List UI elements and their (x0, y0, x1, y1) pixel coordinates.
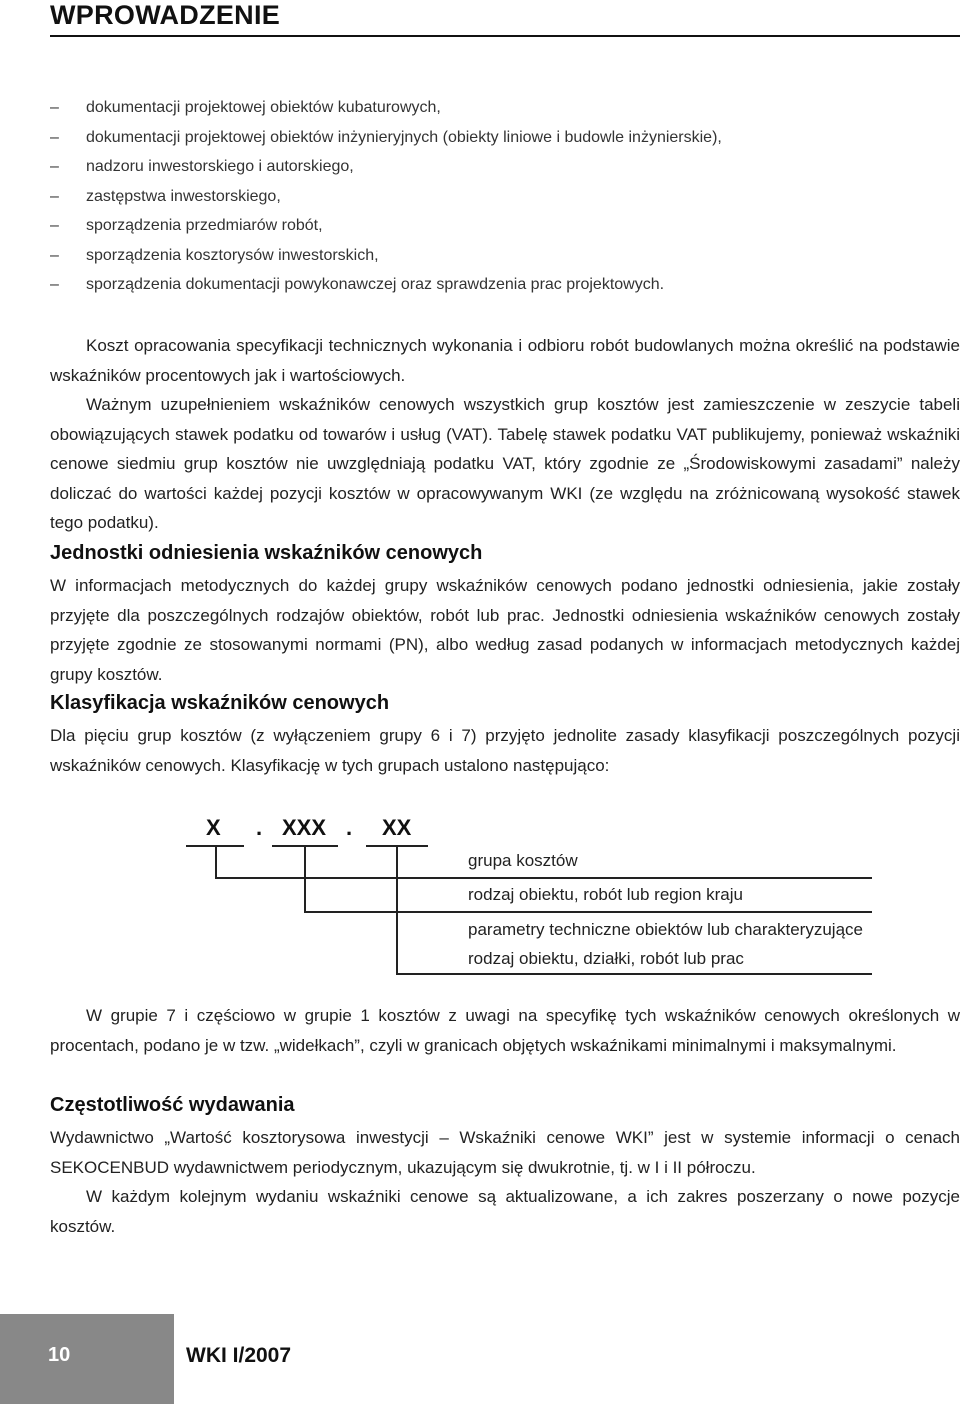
code-dot: . (256, 815, 263, 840)
code-group: X (206, 815, 221, 840)
legend-group: grupa kosztów (468, 851, 578, 870)
legend-params: rodzaj obiektu, działki, robót lub prac (468, 949, 744, 968)
paragraph-text: Ważnym uzupełnieniem wskaźników cenowych wszystkich grup kosztów jest zamieszczenie w zeszycie tabeli obowiązujących stawek podatku od towarów i usług (VAT). Tabelę stawek podatku VAT publikujemy, ponieważ wskaźniki cenowe siedmiu grup kosztów nie uwzględniają podatku VAT, który zgodnie ze „Środowiskowymi zasadami” należy doliczać do wartości każdej pozycji kosztów w opracowywanym WKI (ze względu na zróżnicowaną wysokość stawek tego podatku). (50, 395, 960, 532)
connector-line (215, 877, 872, 879)
paragraph-cost-spec (50, 331, 960, 390)
paragraph-group7 (50, 1001, 960, 1060)
list-item: – sporządzenia dokumentacji powykonawczej oraz sprawdzenia prac projektowych. (50, 270, 930, 300)
service-list (50, 93, 930, 300)
connector-line (304, 911, 872, 913)
paragraph-units (50, 571, 960, 689)
page-title: WPROWADZENIE (50, 0, 281, 30)
page-number-box (0, 1314, 174, 1404)
paragraph-text: Wydawnictwo „Wartość kosztorysowa inwestycji – Wskaźniki cenowe WKI” jest w systemie informacji o cenach SEKOCENBUD wydawnictwem periodycznym, ukazującym się dwukrotnie, tj. w I i II półroczu. (50, 1128, 960, 1177)
list-item: – dokumentacji projektowej obiektów inżynieryjnych (obiekty liniowe i budowle inżynierskie), (50, 123, 930, 153)
paragraph-frequency (50, 1123, 960, 1241)
section-heading-units: Jednostki odniesienia wskaźników cenowych (50, 542, 483, 564)
page-number: 10 (48, 1344, 71, 1366)
legend-object: rodzaj obiektu, robót lub region kraju (468, 885, 743, 904)
section-heading-frequency: Częstotliwość wydawania (50, 1094, 295, 1116)
connector-line (304, 846, 306, 912)
section-heading-classification: Klasyfikacja wskaźników cenowych (50, 692, 390, 714)
paragraph-classification (50, 721, 960, 780)
connector-line (396, 846, 398, 974)
code-params: XX (382, 815, 412, 840)
paragraph-text: W grupie 7 i częściowo w grupie 1 kosztów z uwagi na specyfikę tych wskaźników cenowych określonych w procentach, podano je w tzw. „widełkach”, czyli w granicach objętych wskaźnikami minimalnymi i maksymalnymi. (50, 1006, 960, 1055)
classification-code (186, 813, 436, 847)
list-item: – nadzoru inwestorskiego i autorskiego, (50, 152, 930, 182)
list-item: – dokumentacji projektowej obiektów kubaturowych, (50, 93, 930, 123)
paragraph-text: Koszt opracowania specyfikacji technicznych wykonania i odbioru robót budowlanych można określić na podstawie wskaźników procentowych jak i wartościowych. (50, 336, 960, 385)
paragraph-text: W informacjach metodycznych do każdej grupy wskaźników cenowych podano jednostki odniesienia, jakie zostały przyjęte dla poszczególnych rodzajów obiektów, robót lub prac. Jednostki odniesienia wskaźników cenowych zostały przyjęte zgodnie ze stosowanymi normami (PN), albo według zasad podanych w informacjach metodycznych każdej grupy kosztów. (50, 576, 960, 684)
list-item: – sporządzenia przedmiarów robót, (50, 211, 930, 241)
paragraph-vat (50, 390, 960, 538)
publication-title: WKI I/2007 (186, 1344, 292, 1367)
connector-line (215, 846, 217, 878)
list-item: – zastępstwa inwestorskiego, (50, 182, 930, 212)
legend-params: parametry techniczne obiektów lub charakteryzujące (468, 920, 863, 939)
paragraph-text: Dla pięciu grup kosztów (z wyłączeniem grupy 6 i 7) przyjęto jednolite zasady klasyfikacji poszczególnych pozycji wskaźników cenowych. Klasyfikację w tych grupach ustalono następująco: (50, 726, 960, 775)
title-rule (50, 35, 960, 37)
code-object: XXX (282, 815, 327, 840)
paragraph-text: W każdym kolejnym wydaniu wskaźniki cenowe są aktualizowane, a ich zakres poszerzany o nowe pozycje kosztów. (50, 1187, 960, 1236)
code-dot: . (346, 815, 353, 840)
list-item: – sporządzenia kosztorysów inwestorskich, (50, 241, 930, 271)
